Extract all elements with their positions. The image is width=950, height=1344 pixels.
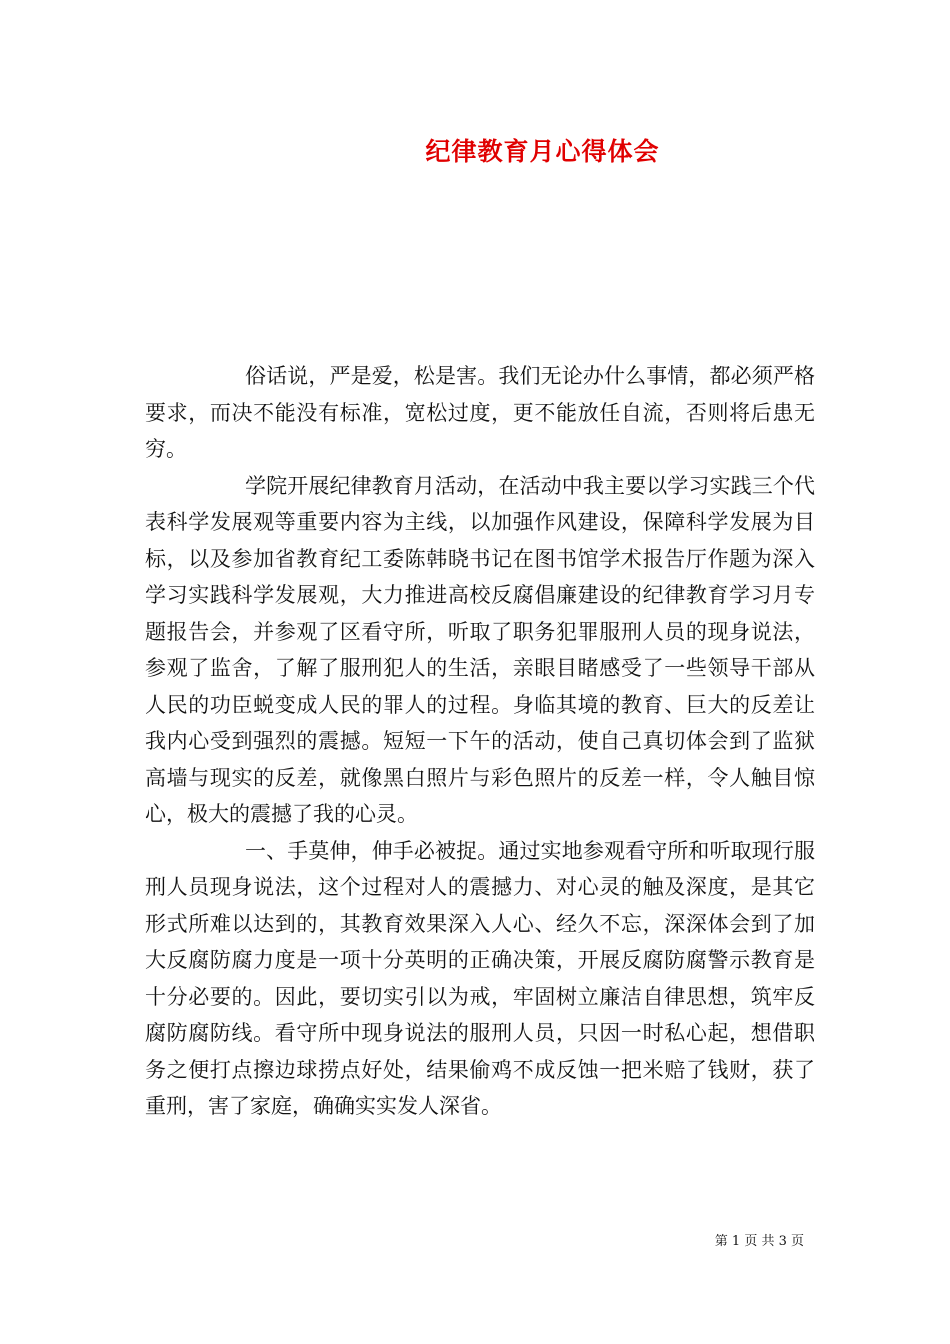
paragraph-3: 一、手莫伸，伸手必被捉。通过实地参观看守所和听取现行服刑人员现身说法，这个过程对人的震撼力、对心灵的触及深度，是其它形式所难以达到的，其教育效果深入人心、经久不忘，深深体会到了加大反腐防腐力度是一项十分英明的正确决策，开展反腐防腐警示教育是十分必要的。因此，要切实引以为戒，牢固树立廉洁自律思想，筑牢反腐防腐防线。看守所中现身说法的服刑人员，只因一时私心起，想借职务之便打点擦边球捞点好处，结果偷鸡不成反蚀一把米赔了钱财，获了重刑，害了家庭，确确实实发人深省。 xyxy=(145,838,815,1118)
paragraph-2: 学院开展纪律教育月活动，在活动中我主要以学习实践三个代表科学发展观等重要内容为主线，以加强作风建设，保障科学发展为目标，以及参加省教育纪工委陈韩晓书记在图书馆学术报告厅作题为深入学习实践科学发展观，大力推进高校反腐倡廉建设的纪律教育学习月专题报告会，并参观了区看守所，听取了职务犯罪服刑人员的现身说法，参观了监舍，了解了服刑犯人的生活，亲眼目睹感受了一些领导干部从人民的功臣蜕变成人民的罪人的过程。身临其境的教育、巨大的反差让我内心受到强烈的震撼。短短一下午的活动，使自己真切体会到了监狱高墙与现实的反差，就像黑白照片与彩色照片的反差一样，令人触目惊心，极大的震撼了我的心灵。 xyxy=(145,473,815,826)
document-body xyxy=(145,358,815,1125)
paragraph-1: 俗话说，严是爱，松是害。我们无论办什么事情，都必须严格要求，而决不能没有标准，宽松过度，更不能放任自流，否则将后患无穷。 xyxy=(145,364,815,461)
page-number-footer: 第 1 页 共 3 页 xyxy=(714,1234,804,1249)
document-title: 纪律教育月心得体会 xyxy=(425,137,660,166)
